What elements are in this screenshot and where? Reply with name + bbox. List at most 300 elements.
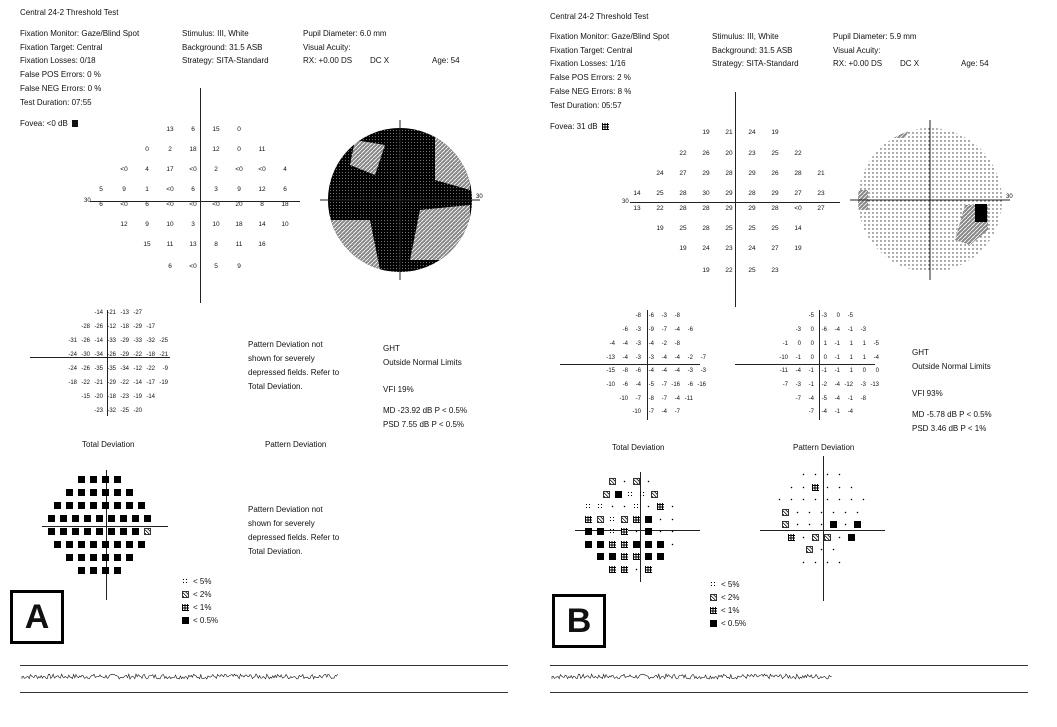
legend-item — [182, 603, 211, 613]
probability-symbol — [597, 528, 604, 535]
probability-symbol — [90, 567, 97, 574]
fixation-monitor: Fixation Monitor: Gaze/Blind Spot — [20, 29, 140, 38]
grid-value: -4 — [622, 341, 628, 347]
grid-value: -16 — [671, 382, 680, 388]
legend-item — [182, 577, 211, 587]
grid-value: -12 — [133, 366, 142, 372]
grid-value: -4 — [661, 368, 667, 374]
probability-symbol — [800, 534, 807, 541]
grid-value: -4 — [674, 368, 680, 374]
td-title: Total Deviation — [82, 440, 135, 449]
grid-value: 22 — [656, 205, 664, 212]
grid-value: 6 — [99, 201, 103, 208]
probability-symbol — [603, 491, 610, 498]
grid-value: 11 — [258, 146, 266, 153]
grid-value: 15 — [143, 241, 151, 248]
dc: DC X — [900, 59, 920, 68]
probability-symbol — [812, 471, 819, 478]
grid-value: -22 — [133, 352, 142, 358]
probability-symbol — [836, 484, 843, 491]
grid-value: 1 — [862, 341, 866, 347]
legend-symbol-icon — [182, 578, 189, 585]
grid-value: 0 — [810, 327, 814, 333]
grid-value: -7 — [661, 396, 667, 402]
grid-value: 1 — [862, 355, 866, 361]
grid-value: -1 — [847, 327, 853, 333]
probability-symbol — [585, 516, 592, 523]
grid-value: 29 — [702, 170, 710, 177]
probability-symbol — [860, 496, 867, 503]
legend-symbol-icon — [182, 591, 189, 598]
legend-item — [710, 593, 739, 603]
grid-value: -1 — [847, 396, 853, 402]
grid-value: -17 — [146, 324, 155, 330]
grid-value: 9 — [122, 186, 126, 193]
grid-value: 24 — [656, 170, 664, 177]
grid-value: 25 — [771, 225, 779, 232]
tdp-h-axis — [42, 526, 168, 527]
tdp-v-axis — [640, 472, 641, 582]
grid-value: 1 — [849, 368, 853, 374]
probability-symbol — [60, 528, 67, 535]
probability-symbol — [621, 516, 628, 523]
gaze-trace — [550, 666, 1028, 692]
probability-symbol — [609, 516, 616, 523]
grid-value: -3 — [700, 368, 706, 374]
probability-symbol — [84, 528, 91, 535]
grid-value: -34 — [120, 366, 129, 372]
probability-symbol — [794, 509, 801, 516]
grid-value: 27 — [679, 170, 687, 177]
pattern-deviation-values — [735, 310, 879, 420]
probability-symbol — [633, 566, 640, 573]
axis-30-label: 30 — [84, 198, 91, 204]
probability-symbol — [848, 496, 855, 503]
legend-item — [710, 619, 746, 629]
grid-value: -10 — [632, 409, 641, 415]
grid-value: 20 — [235, 201, 243, 208]
gaze-trace-line — [22, 674, 338, 679]
probability-symbol — [66, 502, 73, 509]
grid-value: -10 — [779, 355, 788, 361]
grid-value: 24 — [702, 245, 710, 252]
grid-value: 28 — [679, 190, 687, 197]
grid-value: -21 — [107, 310, 116, 316]
probability-symbol — [806, 546, 813, 553]
grid-value: 4 — [145, 166, 149, 173]
grid-value: 13 — [633, 205, 641, 212]
probability-symbol — [848, 484, 855, 491]
probability-symbol — [669, 516, 676, 523]
probability-symbol — [114, 541, 121, 548]
grid-value: 21 — [725, 129, 733, 136]
fovea-text: Fovea: <0 dB — [20, 119, 68, 128]
probability-symbol — [621, 541, 628, 548]
grid-value: -24 — [68, 366, 77, 372]
probability-symbol — [633, 516, 640, 523]
grid-value: -18 — [146, 352, 155, 358]
gaze-trace — [20, 666, 508, 692]
grid-value: -20 — [94, 394, 103, 400]
probability-symbol — [78, 502, 85, 509]
probability-symbol — [609, 566, 616, 573]
probability-symbol — [657, 528, 664, 535]
grid-value: <0 — [166, 201, 174, 208]
probability-symbol — [627, 491, 634, 498]
grid-value: -14 — [94, 310, 103, 316]
fixation-target: Fixation Target: Central — [20, 43, 103, 52]
grid-value: -15 — [606, 368, 615, 374]
grid-value: -29 — [133, 324, 142, 330]
probability-symbol — [633, 553, 640, 560]
grid-value: -33 — [107, 338, 116, 344]
probability-symbol — [72, 515, 79, 522]
probability-symbol — [132, 515, 139, 522]
probability-symbol — [788, 496, 795, 503]
grid-value: -6 — [687, 327, 693, 333]
grid-value: -21 — [159, 352, 168, 358]
probability-symbol — [836, 496, 843, 503]
grid-value: 29 — [771, 190, 779, 197]
gaze-tracking-strip — [20, 665, 508, 693]
grid-value: -10 — [619, 396, 628, 402]
grid-value: 25 — [748, 225, 756, 232]
grid-value: 11 — [166, 241, 174, 248]
grid-value: -13 — [120, 310, 129, 316]
grid-value: -14 — [94, 338, 103, 344]
probability-symbol — [818, 521, 825, 528]
grid-value: 0 — [875, 368, 879, 374]
grid-value: -5 — [808, 313, 814, 319]
visual-acuity: Visual Acuity: — [833, 46, 881, 55]
grid-value: 5 — [214, 263, 218, 270]
grid-value: -3 — [860, 382, 866, 388]
legend — [182, 577, 242, 637]
probability-symbol — [90, 502, 97, 509]
pd-h-axis — [735, 364, 875, 365]
legend-symbol-icon — [182, 604, 189, 611]
probability-symbol — [621, 566, 628, 573]
td-title: Total Deviation — [612, 443, 665, 452]
grid-value: 0 — [797, 341, 801, 347]
grid-value: -7 — [635, 396, 641, 402]
total-deviation-values — [30, 310, 170, 420]
probability-symbol — [60, 515, 67, 522]
grid-value: -1 — [808, 382, 814, 388]
grid-value: -11 — [779, 368, 788, 374]
legend-item — [710, 580, 739, 590]
pupil-diameter: Pupil Diameter: 5.9 mm — [833, 32, 917, 41]
grid-value: 19 — [794, 245, 802, 252]
grid-value: -22 — [120, 380, 129, 386]
grid-value: 26 — [771, 170, 779, 177]
grid-value: 2 — [214, 166, 218, 173]
rx: RX: +0.00 DS — [833, 59, 883, 68]
legend-label: < 5% — [721, 580, 740, 589]
legend-label: < 5% — [193, 577, 212, 586]
rx: RX: +0.00 DS — [303, 56, 353, 65]
grid-value: 10 — [281, 221, 289, 228]
grid-value: 6 — [191, 186, 195, 193]
legend-symbol-icon — [710, 581, 717, 588]
grid-value: -1 — [834, 368, 840, 374]
probability-symbol — [669, 503, 676, 510]
probability-symbol — [66, 489, 73, 496]
gaze-trace-line — [552, 674, 832, 679]
probability-symbol — [800, 496, 807, 503]
grid-value: -29 — [107, 380, 116, 386]
legend-label: < 2% — [193, 590, 212, 599]
grayscale-axis-label: 30 — [476, 194, 483, 200]
legend-label: < 1% — [193, 603, 212, 612]
probability-symbol — [645, 541, 652, 548]
probability-symbol — [96, 528, 103, 535]
probability-symbol — [824, 471, 831, 478]
grid-value: 29 — [748, 205, 756, 212]
probability-symbol — [633, 478, 640, 485]
false-neg-errors: False NEG Errors: 0 % — [20, 84, 102, 93]
probability-symbol — [126, 541, 133, 548]
grid-value: -26 — [81, 366, 90, 372]
grid-value: 26 — [702, 150, 710, 157]
probability-symbol — [836, 471, 843, 478]
dc: DC X — [370, 56, 390, 65]
probability-symbol — [585, 541, 592, 548]
probability-symbol — [848, 534, 855, 541]
probability-symbol — [66, 541, 73, 548]
grid-value: 0 — [862, 368, 866, 374]
grid-value: -6 — [821, 327, 827, 333]
grid-value: -1 — [834, 341, 840, 347]
pd-note: Pattern Deviation not shown for severely depressed fields. Refer to Total Deviation. — [248, 340, 340, 391]
probability-symbol — [657, 516, 664, 523]
grid-value: -4 — [821, 409, 827, 415]
probability-symbol — [54, 502, 61, 509]
probability-symbol — [615, 491, 622, 498]
grid-value: -4 — [795, 368, 801, 374]
fixation-losses: Fixation Losses: 1/16 — [550, 59, 626, 68]
gaze-tracking-strip — [550, 665, 1028, 693]
probability-symbol — [818, 546, 825, 553]
probability-symbol — [854, 509, 861, 516]
grid-value: -22 — [146, 366, 155, 372]
vfi: VFI 19% — [383, 385, 414, 394]
grid-value: -34 — [94, 352, 103, 358]
grid-value: 9 — [237, 186, 241, 193]
legend-label: < 0.5% — [193, 616, 219, 625]
threshold-grid — [622, 92, 840, 312]
probability-symbol — [120, 528, 127, 535]
axis-30-label: 30 — [622, 199, 629, 205]
stimulus: Stimulus: III, White — [712, 32, 779, 41]
ght-value: Outside Normal Limits — [383, 358, 462, 367]
fixation-losses: Fixation Losses: 0/18 — [20, 56, 96, 65]
grid-value: -4 — [674, 327, 680, 333]
grid-value: 18 — [189, 146, 197, 153]
grid-value: -4 — [648, 341, 654, 347]
grid-value: -33 — [133, 338, 142, 344]
grid-value: 27 — [794, 190, 802, 197]
probability-symbol — [645, 503, 652, 510]
probability-symbol — [78, 541, 85, 548]
grid-value: -7 — [648, 409, 654, 415]
probability-symbol — [776, 496, 783, 503]
probability-symbol — [126, 554, 133, 561]
grid-value: -2 — [687, 355, 693, 361]
grid-value: -22 — [81, 380, 90, 386]
strategy: Strategy: SITA-Standard — [182, 56, 269, 65]
grid-value: -4 — [834, 327, 840, 333]
probability-symbol — [102, 554, 109, 561]
td-h-axis — [560, 364, 700, 365]
grid-value: 21 — [817, 170, 825, 177]
probability-symbol — [669, 528, 676, 535]
legend — [710, 580, 770, 640]
grid-value: -19 — [159, 380, 168, 386]
false-pos-errors: False POS Errors: 2 % — [550, 73, 631, 82]
grid-value: 6 — [168, 263, 172, 270]
grid-value: -14 — [146, 394, 155, 400]
grid-value: -4 — [873, 355, 879, 361]
grid-value: -3 — [860, 327, 866, 333]
grid-value: 18 — [281, 201, 289, 208]
probability-symbol — [645, 516, 652, 523]
probability-symbol — [54, 541, 61, 548]
grid-value: -1 — [795, 355, 801, 361]
grid-value: 16 — [258, 241, 266, 248]
probability-symbol — [824, 484, 831, 491]
threshold-grid — [84, 88, 300, 308]
fovea-value — [550, 122, 609, 132]
grid-value: -3 — [795, 327, 801, 333]
grid-value: -32 — [146, 338, 155, 344]
grid-value: 27 — [771, 245, 779, 252]
grid-value: -4 — [622, 355, 628, 361]
grid-value: -28 — [81, 324, 90, 330]
pd-probability-plot — [760, 456, 890, 606]
probability-symbol — [597, 503, 604, 510]
grid-value: -4 — [661, 409, 667, 415]
grid-value: 6 — [283, 186, 287, 193]
probability-symbol — [597, 516, 604, 523]
grayscale-map — [835, 95, 1035, 310]
grid-value: -6 — [635, 368, 641, 374]
grid-value: -18 — [107, 394, 116, 400]
grid-value: 18 — [235, 221, 243, 228]
probability-symbol — [854, 521, 861, 528]
grid-value: 25 — [679, 225, 687, 232]
grid-value: -14 — [133, 380, 142, 386]
probability-symbol — [836, 559, 843, 566]
grid-value: 23 — [725, 245, 733, 252]
probability-symbol — [621, 553, 628, 560]
probability-symbol — [144, 528, 151, 535]
probability-symbol — [114, 489, 121, 496]
grid-value: -8 — [635, 313, 641, 319]
grid-value: 30 — [702, 190, 710, 197]
grid-value: 0 — [823, 355, 827, 361]
grid-value: 19 — [679, 245, 687, 252]
grid-value: 28 — [702, 205, 710, 212]
grid-value: 23 — [817, 190, 825, 197]
probability-symbol — [830, 509, 837, 516]
grid-value: -8 — [860, 396, 866, 402]
probability-symbol — [633, 541, 640, 548]
td-probability-plot — [42, 470, 172, 605]
grid-value: 25 — [656, 190, 664, 197]
test-duration: Test Duration: 05:57 — [550, 101, 622, 110]
grid-value: -4 — [674, 396, 680, 402]
probability-symbol — [78, 567, 85, 574]
grid-value: -7 — [795, 396, 801, 402]
grid-value: 8 — [260, 201, 264, 208]
probability-symbol — [585, 528, 592, 535]
grid-value: -24 — [68, 352, 77, 358]
grid-value: 28 — [725, 170, 733, 177]
psd: PSD 3.46 dB P < 1% — [912, 424, 987, 433]
grid-value: 19 — [656, 225, 664, 232]
test-title: Central 24-2 Threshold Test — [20, 8, 119, 17]
grid-value: -20 — [133, 408, 142, 414]
grid-value: -4 — [648, 368, 654, 374]
probability-symbol — [609, 503, 616, 510]
grid-value: <0 — [258, 166, 266, 173]
grid-value: -3 — [648, 355, 654, 361]
grid-value: 13 — [166, 126, 174, 133]
grid-value: 0 — [810, 355, 814, 361]
grid-value: 23 — [771, 267, 779, 274]
grid-value: -8 — [674, 341, 680, 347]
probability-symbol — [108, 515, 115, 522]
grid-value: 14 — [258, 221, 266, 228]
grid-value: -31 — [68, 338, 77, 344]
grid-value: -16 — [697, 382, 706, 388]
probability-symbol — [102, 476, 109, 483]
probability-symbol — [788, 534, 795, 541]
fovea-text: Fovea: 31 dB — [550, 122, 598, 131]
probability-symbol — [794, 521, 801, 528]
grid-value: 14 — [794, 225, 802, 232]
grid-value: -2 — [661, 341, 667, 347]
probability-symbol — [621, 528, 628, 535]
legend-label: < 1% — [721, 606, 740, 615]
grid-value: -3 — [635, 327, 641, 333]
probability-symbol — [132, 528, 139, 535]
grid-value: 23 — [748, 150, 756, 157]
grid-value: 1 — [145, 186, 149, 193]
grid-value: -17 — [146, 380, 155, 386]
grid-value: -26 — [107, 352, 116, 358]
grid-value: 25 — [725, 225, 733, 232]
grid-value: <0 — [166, 186, 174, 193]
grid-value: -12 — [107, 324, 116, 330]
grid-value: -3 — [635, 355, 641, 361]
probability-symbol — [782, 521, 789, 528]
false-pos-errors: False POS Errors: 0 % — [20, 70, 101, 79]
grid-value: -6 — [622, 382, 628, 388]
age: Age: 54 — [432, 56, 460, 65]
grid-value: -6 — [622, 327, 628, 333]
grid-value: 28 — [771, 205, 779, 212]
grid-value: <0 — [189, 201, 197, 208]
grid-value: -21 — [94, 380, 103, 386]
probability-symbol — [597, 553, 604, 560]
probability-symbol — [138, 541, 145, 548]
grid-value: -5 — [648, 382, 654, 388]
background: Background: 31.5 ASB — [712, 46, 793, 55]
probability-symbol — [48, 515, 55, 522]
grid-value: 1 — [849, 355, 853, 361]
